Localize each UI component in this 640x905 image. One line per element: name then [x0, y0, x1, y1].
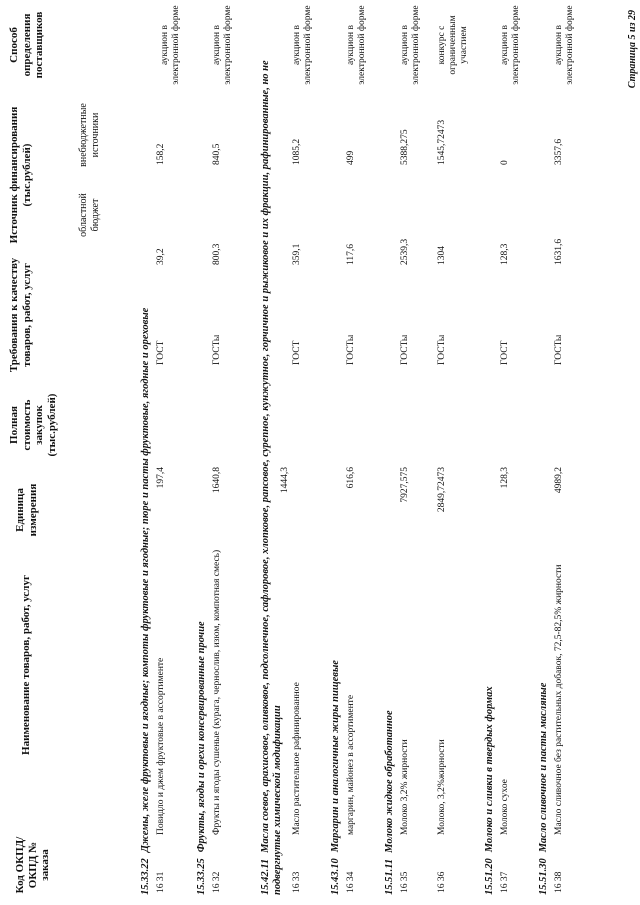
regional-budget: 1631,6: [554, 238, 564, 265]
group-heading: 15.42.11Масла соевое, арахисовое, оливковое, подсолнечное, сафлоровое, хлопковое, рапсовое, сурепное, кунжутное, горчичное и рыжиковое и их фракции, рафинированные, но не подвергнутые химической модификации: [260, 60, 283, 895]
quality-requirement: ГОСТы: [554, 334, 564, 365]
other-sources: 499: [346, 150, 356, 165]
total-cost: 4989,2: [554, 467, 564, 494]
regional-budget: 39,2: [156, 248, 166, 265]
order-number: 16 32: [212, 871, 222, 893]
quality-requirement: ГОСТы: [212, 334, 222, 365]
order-number: 16 36: [437, 871, 447, 893]
header-requirements: Требования к качеству товаров, работ, услуг: [8, 257, 33, 373]
procurement-method: аукцион в электронной форме: [346, 5, 367, 85]
group-heading: 15.43.10Маргарин и аналогичные жиры пищевые: [330, 660, 341, 895]
regional-budget: 800,3: [212, 243, 222, 265]
group-heading: 15.33.22Джемы, желе фруктовые и ягодные; компоты фруктовые и ягодные; пюре и пасты фруктовые, ягодные и ореховые: [140, 307, 151, 895]
order-number: 16 37: [500, 871, 510, 893]
other-sources: 3357,6: [554, 138, 564, 165]
order-number: 16 38: [554, 871, 564, 893]
other-sources: 1545,72473: [437, 119, 447, 165]
other-sources: 0: [500, 160, 510, 165]
group-heading: 15.51.11Молоко жидкое обработанное: [384, 710, 395, 895]
item-name: Фрукты и ягоды сушеные (курага, чернослив, изюм, компотная смесь): [212, 549, 222, 835]
regional-budget: 359,1: [292, 243, 302, 265]
header-method: Способ определения поставщиков: [8, 11, 46, 79]
quality-requirement: ГОСТ: [292, 340, 302, 365]
page-footer: Страница 5 из 29: [627, 10, 638, 89]
order-number: 16 33: [292, 871, 302, 893]
header-code: Код ОКПД/ ОКПД № заказа: [14, 836, 52, 894]
total-cost: 197,4: [156, 467, 166, 489]
total-cost: 128,3: [500, 467, 510, 489]
quality-requirement: ГОСТ: [156, 340, 166, 365]
item-name: маргарин, майонез в ассортименте: [346, 694, 356, 835]
other-sources: 158,2: [156, 143, 166, 165]
total-cost: 1640,8: [212, 467, 222, 494]
procurement-method: аукцион в электронной форме: [212, 5, 233, 85]
other-sources: 1085,2: [292, 138, 302, 165]
procurement-method: аукцион в электронной форме: [554, 5, 575, 85]
header-name: Наименование товаров, работ, услуг: [20, 575, 32, 755]
quality-requirement: ГОСТы: [346, 334, 356, 365]
quality-requirement: ГОСТы: [437, 334, 447, 365]
procurement-method: аукцион в электронной форме: [160, 5, 181, 85]
procurement-method: аукцион в электронной форме: [400, 5, 421, 85]
total-cost: 1444,3: [280, 467, 290, 494]
order-number: 16 31: [156, 871, 166, 893]
header-source-other: внебюджетные источники: [78, 103, 101, 167]
group-heading: 15.51.30Масло сливочное и пасты масляные: [538, 682, 549, 895]
procurement-method: аукцион в электронной форме: [500, 5, 521, 85]
item-name: Молоко 3,2% жирности: [400, 739, 410, 835]
item-name: Масло растительное рафинированное: [292, 682, 302, 835]
regional-budget: 2539,3: [400, 238, 410, 265]
group-heading: 15.33.25Фрукты, ягоды и орехи консервированные прочие: [196, 621, 207, 895]
order-number: 16 34: [346, 871, 356, 893]
header-source: Источник финансирования (тыс.рублей): [8, 106, 33, 244]
total-cost: 2849,72473: [437, 467, 447, 513]
header-source-regional: областной бюджет: [78, 193, 101, 237]
header-total: Полная стоимость закупок (тыс.рублей): [8, 393, 58, 457]
total-cost: 7927,575: [400, 467, 410, 503]
header-unit: Единица измерения: [14, 483, 39, 537]
procurement-method: аукцион в электронной форме: [292, 5, 313, 85]
group-heading: 15.51.20Молоко и сливки в твердых формах: [484, 686, 495, 895]
other-sources: 5388,275: [400, 129, 410, 165]
total-cost: 616,6: [346, 467, 356, 489]
quality-requirement: ГОСТ: [500, 340, 510, 365]
regional-budget: 117,6: [346, 243, 356, 265]
item-name: Повидло и джем фруктовые в ассортименте: [156, 657, 166, 835]
procurement-method: конкурс с ограниченным участием: [437, 15, 469, 75]
item-name: Молоко, 3,2%жирности: [437, 739, 447, 835]
order-number: 16 35: [400, 871, 410, 893]
quality-requirement: ГОСТы: [400, 334, 410, 365]
item-name: Масло сливочное без растительных добавок, 72,5-82,5% жирности: [554, 564, 564, 835]
regional-budget: 1304: [437, 246, 447, 265]
item-name: Молоко сухое: [500, 779, 510, 835]
other-sources: 840,5: [212, 143, 222, 165]
regional-budget: 128,3: [500, 243, 510, 265]
